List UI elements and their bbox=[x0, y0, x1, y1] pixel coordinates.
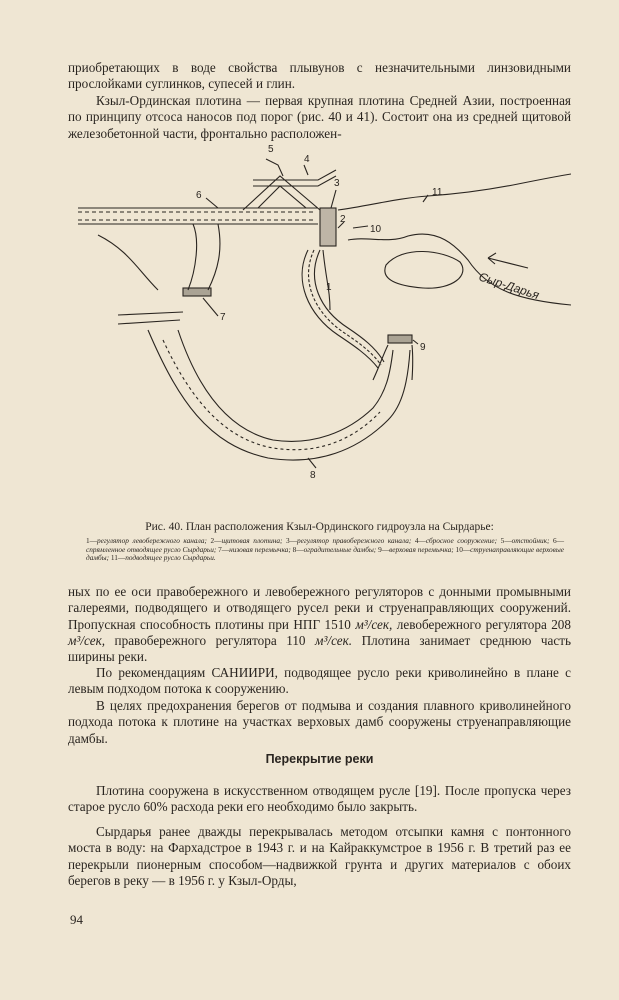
paragraph-3: ных по ее оси правобережного и левобережного регуляторов с донными промывными галереями, подводящего и отводящего русел реки и струенаправляющих сооружений. Пропускная способность плотины при НПГ 1510 м³/сек, левобережного регулятора 208 м³/сек, правобережного регулятора 110 м³/сек. Плотина занимает среднюю часть ширины реки. bbox=[68, 584, 571, 665]
fig-label-3: 3 bbox=[334, 178, 340, 189]
fig-label-5: 5 bbox=[268, 144, 274, 155]
river-bank-upper bbox=[338, 174, 571, 210]
figure-caption: Рис. 40. План расположения Кзыл-Ординского гидроузла на Сырдарье: bbox=[145, 521, 494, 533]
dam-block bbox=[320, 208, 336, 246]
figure-site-plan bbox=[68, 140, 571, 515]
fig-label-7: 7 bbox=[220, 312, 226, 323]
page-number: 94 bbox=[70, 912, 83, 927]
paragraph-1: приобретающих в воде свойства плывунов с незначительными линзовидными прослойками суглинков, супесей и глин. bbox=[68, 60, 571, 92]
river-label: Сыр-Дарья bbox=[477, 269, 542, 303]
paragraph-6: Плотина сооружена в искусственном отводящем русле [19]. После пропуска через старое русло 60% расхода реки его необходимо было закрыть. bbox=[68, 783, 571, 815]
fig-label-8: 8 bbox=[310, 470, 316, 481]
fig-label-4: 4 bbox=[304, 154, 310, 165]
figure-legend: 1—регулятор левобережного канала; 2—щитовая плотина; 3—регулятор правобережного канала; 4—сбросное сооружение; 5—отстойник; 6—спрямленное отводящее русло Сырдарьи; 7—низовая перемычка; 8—оградительные дамбы; 9—верховая перемычка; 10—струенаправляющие верховые дамбы; 11—подводящее русло Сырдарьи. bbox=[86, 536, 564, 563]
fig-label-11: 11 bbox=[432, 187, 443, 198]
island bbox=[385, 251, 463, 288]
embankment-8-inner bbox=[178, 330, 393, 441]
paragraph-2: Кзыл-Ординская плотина — первая крупная плотина Средней Азии, построенная по принципу отсоса наносов под порог (рис. 40 и 41). Состоит она из средней щитовой железобетонной части, фронтально расположен- bbox=[68, 93, 571, 141]
section-heading: Перекрытие реки bbox=[265, 752, 374, 766]
paragraph-5: В целях предохранения берегов от подмыва и создания плавного криволинейного подхода потока к плотине на участках верховых дамб сооружены струенаправляющие дамбы. bbox=[68, 698, 571, 746]
fig-label-1: 1 bbox=[326, 282, 332, 293]
fig-label-9: 9 bbox=[420, 342, 426, 353]
paragraph-4: По рекомендациям САНИИРИ, подводящее русло реки криволинейно в плане с левым подходом потока к сооружению. bbox=[68, 665, 571, 697]
fig-label-6: 6 bbox=[196, 190, 202, 201]
fig-label-2: 2 bbox=[340, 214, 346, 225]
guide-dam-10 bbox=[302, 250, 378, 368]
fig-label-10: 10 bbox=[370, 224, 382, 235]
paragraph-7: Сырдарья ранее дважды перекрывалась методом отсыпки камня с понтонного моста в воду: на Фархадстрое в 1943 г. и на Кайраккумстрое в 1956 г. В третий раз ее перекрыли пионерным способом—надвижкой грунта и других материалов с обоих берегов в реку — в 1956 г. у Кзыл-Орды, bbox=[68, 824, 571, 888]
settling-basin bbox=[243, 176, 320, 210]
